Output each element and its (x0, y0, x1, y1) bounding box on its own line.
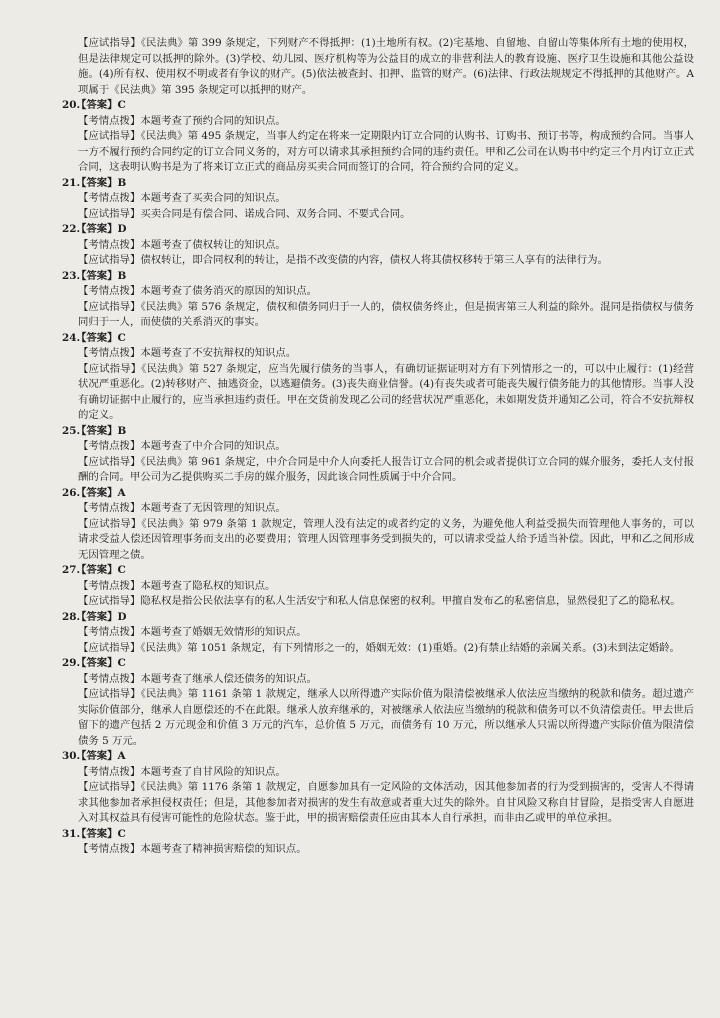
question-number: 29. (62, 657, 81, 669)
answer-label: 【答案】C (76, 564, 126, 576)
answer-entry (62, 176, 694, 223)
exam-point: 【考情点拨】本题考查了隐私权的知识点。 (78, 579, 276, 592)
exam-point: 【考情点拨】本题考查了中介合同的知识点。 (78, 440, 286, 452)
answer-explanations (62, 36, 694, 858)
answer-label: 【答案】B (76, 176, 127, 189)
question-number: 24. (62, 331, 81, 344)
answer-label: 【答案】D (76, 610, 127, 623)
intro-guidance: 【应试指导】《民法典》第 399 条规定，下列财产不得抵押：(1)土地所有权。(2)宅基地、自留地、自留山等集体所有土地的使用权，但是法律规定可以抵押的除外。(3)学校、幼儿园、医疗机构等为公益目的成立的非营利法人的教育设施、医疗卫生设施和其他公益设施。(4)所有权、使用权不明或者有争议的财产。(5)依法被查封、扣押、监管的财产。(6)法律、行政法规规定不得抵押的其他财产。A 项属于《民法典》第 395 条规定可以抵押的财产。 (78, 37, 694, 96)
answer-label: 【答案】C (76, 331, 126, 344)
answer-line (62, 563, 694, 579)
answer-entry (62, 749, 694, 827)
question-number: 22. (62, 223, 81, 235)
answer-label: 【答案】B (76, 424, 127, 437)
exam-point: 【考情点拨】本题考查了自甘风险的知识点。 (78, 765, 286, 778)
question-number: 30. (62, 750, 81, 762)
question-number: 20. (62, 99, 81, 111)
answer-line (62, 176, 694, 192)
exam-guidance: 【应试指导】《民法典》第 1161 条第 1 款规定，继承人以所得遗产实际价值为限清偿被继承人依法应当缴纳的税款和债务。超过遗产实际价值部分，继承人自愿偿还的不在此限。继承人放弃继承的，对被继承人依法应当缴纳的税款和债务可以不负清偿责任。甲去世后留下的遗产包括 2 万元现金和价值 3 万元的汽车，总价值 5 万元，而债务有 10 万元，所以继承人只需以所得遗产实际价值为限清偿债务 5 万元。 (78, 688, 694, 747)
exam-guidance: 【应试指导】《民法典》第 527 条规定，应当先履行债务的当事人，有确切证据证明对方有下列情形之一的，可以中止履行：(1)经营状况严重恶化。(2)转移财产、抽逃资金，以逃避债务。(3)丧失商业信誉。(4)有丧失或者可能丧失履行债务能力的其他情形。当事人没有确切证据中止履行的，应当承担违约责任。甲在交货前发现乙公司的经营状况严重恶化，未如期发货并通知乙公司，符合不安抗辩权的定义。 (78, 362, 694, 421)
exam-guidance: 【应试指导】《民法典》第 961 条规定，中介合同是中介人向委托人报告订立合同的机会或者提供订立合同的媒介服务，委托人支付报酬的合同。甲公司为乙提供购买二手房的媒介服务，因此该合同性质属于中介合同。 (78, 455, 694, 483)
answer-label: 【答案】C (76, 99, 126, 111)
exam-point: 【考情点拨】本题考查了预约合同的知识点。 (78, 114, 286, 127)
exam-point: 【考情点拨】本题考查了债务消灭的原因的知识点。 (78, 285, 317, 297)
exam-guidance: 【应试指导】《民法典》第 1176 条第 1 款规定，自愿参加具有一定风险的文体活动，因其他参加者的行为受到损害的，受害人不得请求其他参加者承担侵权责任；但是，其他参加者对损害的发生有故意或者重大过失的除外。自甘风险又称自甘冒险，是指受害人自愿进入对其权益具有侵害可能性的危险状态。鉴于此，甲的损害赔偿责任应由其本人自行承担，而非由乙或甲的单位承担。 (78, 781, 694, 824)
exam-guidance: 【应试指导】《民法典》第 495 条规定，当事人约定在将来一定期限内订立合同的认购书、订购书、预订书等，构成预约合同。当事人一方不履行预约合同约定的订立合同义务的，对方可以请求其承担预约合同的违约责任。甲和乙公司在认购书中约定三个月内订立正式合同，这表明认购书是为了将来订立正式的商品房买卖合同而签订的合同，符合预约合同的定义。 (78, 130, 694, 173)
exam-point: 【考情点拨】本题考查了不安抗辩权的知识点。 (78, 347, 297, 359)
exam-guidance: 【应试指导】《民法典》第 1051 条规定，有下列情形之一的，婚姻无效：(1)重婚。(2)有禁止结婚的亲属关系。(3)未到法定婚龄。 (78, 641, 680, 654)
exam-guidance: 【应试指导】债权转让，即合同权利的转让，是指不改变债的内容，债权人将其债权移转于第三人享有的法律行为。 (78, 254, 608, 266)
answer-entry (62, 486, 694, 564)
answer-label: 【答案】B (76, 269, 127, 282)
answer-entry (62, 424, 694, 486)
answer-label: 【答案】A (76, 486, 126, 499)
answer-entry (62, 610, 694, 657)
question-number: 31. (62, 827, 81, 840)
answer-list (62, 98, 694, 858)
answer-label: 【答案】C (76, 657, 126, 669)
answer-label: 【答案】C (76, 827, 126, 840)
answer-entry (62, 827, 694, 858)
answer-line (62, 610, 694, 626)
question-number: 21. (62, 176, 81, 189)
answer-entry (62, 563, 694, 610)
answer-line (62, 486, 694, 502)
exam-point: 【考情点拨】本题考查了买卖合同的知识点。 (78, 192, 286, 204)
exam-guidance: 【应试指导】隐私权是指公民依法享有的私人生活安宁和私人信息保密的权利。甲擅自发布乙的私密信息，显然侵犯了乙的隐私权。 (78, 595, 681, 607)
answer-line (62, 827, 694, 843)
answer-entry (62, 656, 694, 749)
answer-entry (62, 331, 694, 424)
exam-guidance: 【应试指导】《民法典》第 979 条第 1 款规定，管理人没有法定的或者约定的义务，为避免他人利益受损失而管理他人事务的，可以请求受益人偿还因管理事务而支出的必要费用；管理人因管理事务受到损失的，可以请求受益人给予适当补偿。因此，甲和乙之间形成无因管理之债。 (78, 517, 694, 561)
answer-line (62, 269, 694, 285)
answer-entry (62, 98, 694, 176)
question-number: 25. (62, 424, 81, 437)
question-number: 23. (62, 269, 81, 282)
answer-label: 【答案】A (76, 750, 126, 762)
question-number: 28. (62, 610, 81, 623)
exam-point: 【考情点拨】本题考查了无因管理的知识点。 (78, 502, 286, 514)
answer-line (62, 656, 694, 672)
answer-entry (62, 269, 694, 331)
answer-line (62, 331, 694, 347)
answer-label: 【答案】D (76, 223, 127, 235)
exam-point: 【考情点拨】本题考查了债权转让的知识点。 (78, 238, 286, 251)
answer-line (62, 424, 694, 440)
answer-entry (62, 222, 694, 269)
question-number: 26. (62, 486, 81, 499)
answer-line (62, 749, 694, 765)
answer-line (62, 98, 694, 114)
question-number: 27. (62, 564, 81, 576)
exam-point: 【考情点拨】本题考查了精神损害赔偿的知识点。 (78, 843, 307, 855)
exam-guidance: 【应试指导】《民法典》第 576 条规定，债权和债务同归于一人的，债权债务终止，但是损害第三人利益的除外。混同是指债权与债务同归于一人，而使债的关系消灭的事实。 (78, 300, 694, 328)
answer-line (62, 222, 694, 238)
exam-guidance: 【应试指导】买卖合同是有偿合同、诺成合同、双务合同、不要式合同。 (78, 207, 411, 220)
exam-point: 【考情点拨】本题考查了继承人偿还债务的知识点。 (78, 672, 317, 685)
exam-point: 【考情点拨】本题考查了婚姻无效情形的知识点。 (78, 626, 307, 638)
